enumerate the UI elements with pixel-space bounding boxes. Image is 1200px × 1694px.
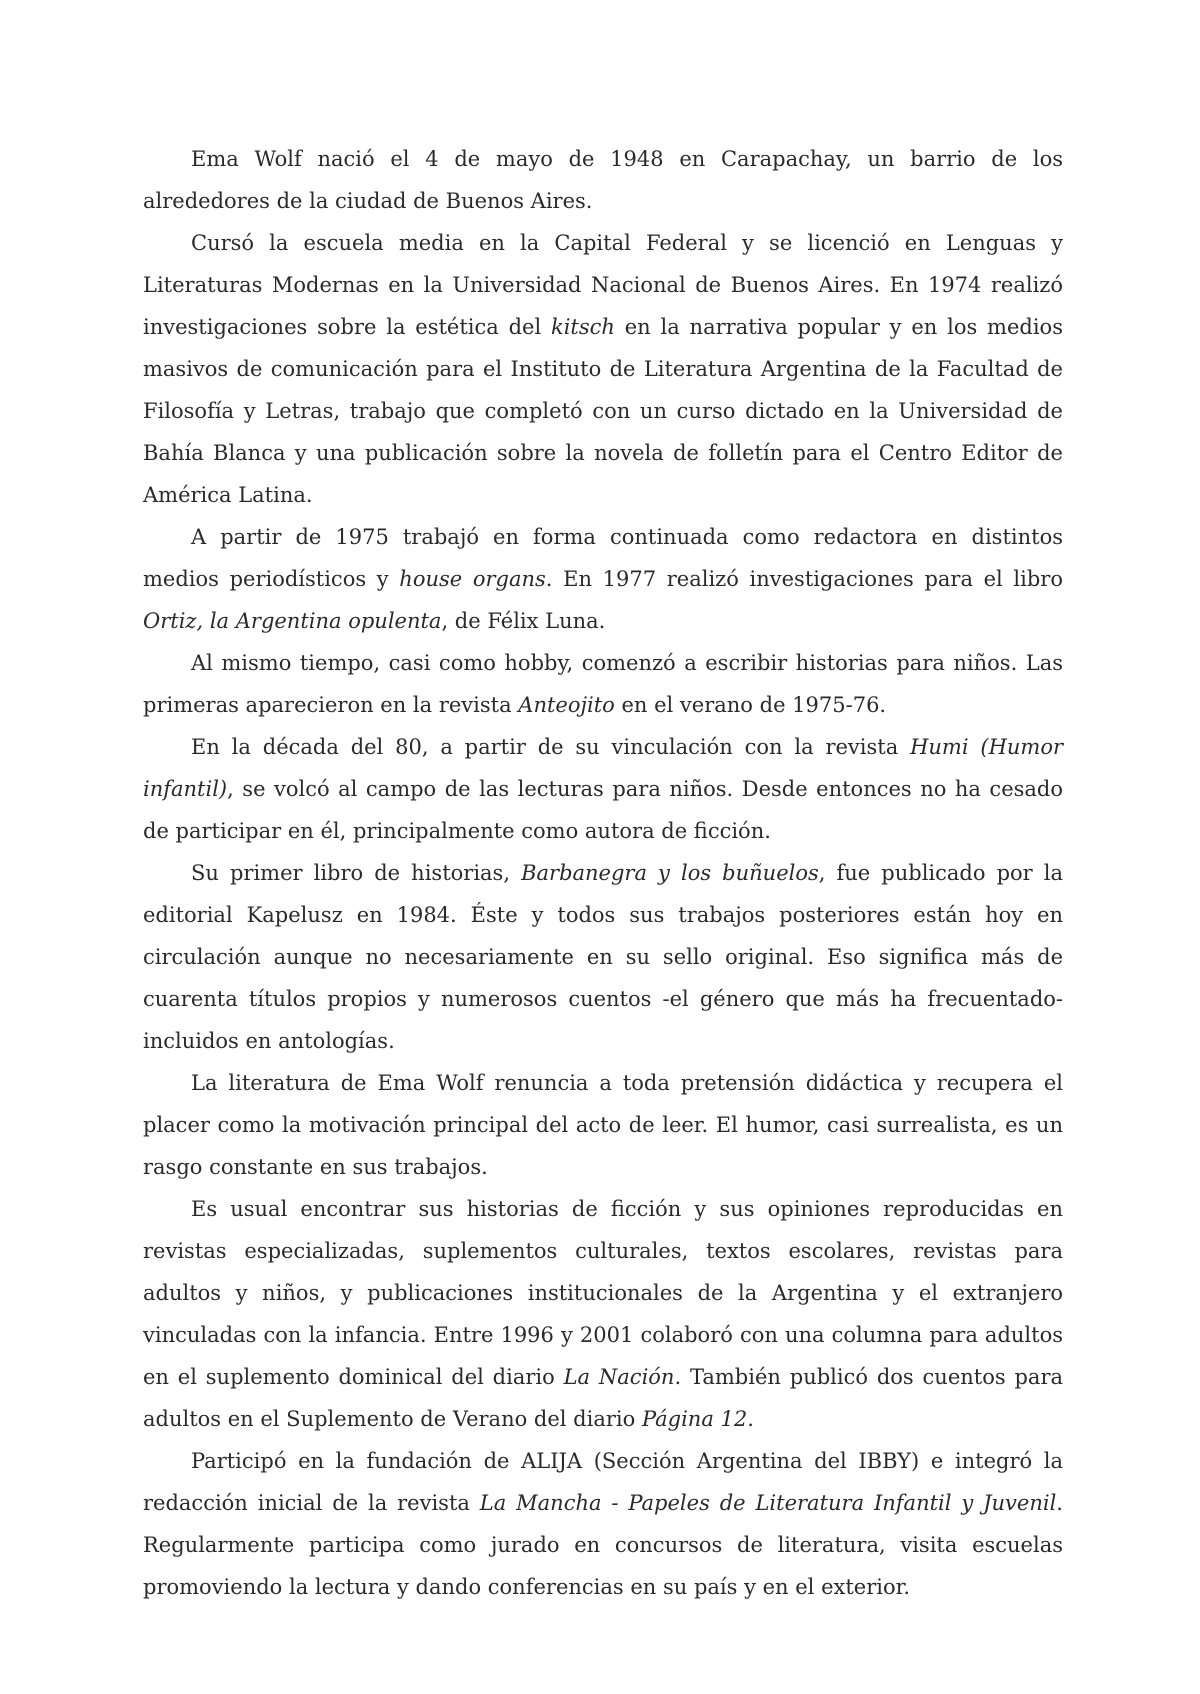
body-paragraph — [143, 222, 1063, 516]
italic-text-run: kitsch — [550, 315, 615, 339]
body-paragraph — [143, 1188, 1063, 1440]
text-run: Al mismo tiempo, casi como hobby, comenzó a escribir historias para niños. Las primeras aparecieron en la revista — [143, 651, 1063, 717]
text-run: , fue publicado por la editorial Kapelusz en 1984. Éste y todos sus trabajos posteriores están hoy en circulación aunque no necesariamente en su sello original. Eso significa más de cuarenta títulos propios y numerosos cuentos -el género que más ha frecuentado- incluidos en antologías. — [143, 861, 1063, 1053]
body-paragraph — [143, 642, 1063, 726]
text-run: La literatura de Ema Wolf renuncia a toda pretensión didáctica y recupera el placer como la motivación principal del acto de leer. El humor, casi surrealista, es un rasgo constante en sus trabajos. — [143, 1071, 1063, 1179]
text-run: en la narrativa popular y en los medios masivos de comunicación para el Instituto de Literatura Argentina de la Facultad de Filosofía y Letras, trabajo que completó con un curso dictado en la Universidad de Bahía Blanca y una publicación sobre la novela de folletín para el Centro Editor de América Latina. — [143, 315, 1063, 507]
italic-text-run: La Nación — [563, 1365, 675, 1389]
italic-text-run: Humi (Humor infantil) — [143, 735, 1064, 801]
italic-text-run: house organs — [399, 567, 546, 591]
text-run: , de Félix Luna. — [441, 609, 606, 633]
text-run: . También publicó dos cuentos para adultos en el Suplemento de Verano del diario — [143, 1365, 1064, 1431]
body-paragraph — [143, 516, 1063, 642]
body-paragraph — [143, 1062, 1063, 1188]
italic-text-run: Ortiz, la Argentina opulenta — [143, 609, 442, 633]
body-paragraph — [143, 726, 1063, 852]
text-run: en el verano de 1975-76. — [614, 693, 887, 717]
text-run: A partir de 1975 trabajó en forma continuada como redactora en distintos medios periodísticos y — [143, 525, 1063, 591]
document-page — [143, 138, 1063, 1608]
text-run: Cursó la escuela media en la Capital Federal y se licenció en Lenguas y Literaturas Modernas en la Universidad Nacional de Buenos Aires. En 1974 realizó investigaciones sobre la estética del — [143, 231, 1063, 339]
text-run: , se volcó al campo de las lecturas para niños. Desde entonces no ha cesado de participar en él, principalmente como autora de ficción. — [143, 777, 1063, 843]
text-run: . Regularmente participa como jurado en concursos de literatura, visita escuelas promoviendo la lectura y dando conferencias en su país y en el exterior. — [143, 1491, 1063, 1599]
body-paragraph — [143, 852, 1063, 1062]
text-run: Es usual encontrar sus historias de ficción y sus opiniones reproducidas en revistas especializadas, suplementos culturales, textos escolares, revistas para adultos y niños, y publicaciones institucionales de la Argentina y el extranjero vinculadas con la infancia. Entre 1996 y 2001 colaboró con una columna para adultos en el suplemento dominical del diario — [143, 1197, 1063, 1389]
text-run: . — [747, 1407, 754, 1431]
italic-text-run: Barbanegra y los buñuelos — [521, 861, 819, 885]
text-run: En la década del 80, a partir de su vinculación con la revista — [191, 735, 911, 759]
italic-text-run: Anteojito — [518, 693, 615, 717]
italic-text-run: La Mancha - Papeles de Literatura Infantil y Juvenil — [479, 1491, 1057, 1515]
body-paragraph — [143, 138, 1063, 222]
body-paragraph — [143, 1440, 1063, 1608]
text-run: Participó en la fundación de ALIJA (Sección Argentina del IBBY) e integró la redacción inicial de la revista — [143, 1449, 1063, 1515]
text-run: . En 1977 realizó investigaciones para el libro — [545, 567, 1063, 591]
text-run: Ema Wolf nació el 4 de mayo de 1948 en Carapachay, un barrio de los alrededores de la ciudad de Buenos Aires. — [143, 147, 1063, 213]
italic-text-run: Página 12 — [641, 1407, 748, 1431]
text-run: Su primer libro de historias, — [191, 861, 522, 885]
